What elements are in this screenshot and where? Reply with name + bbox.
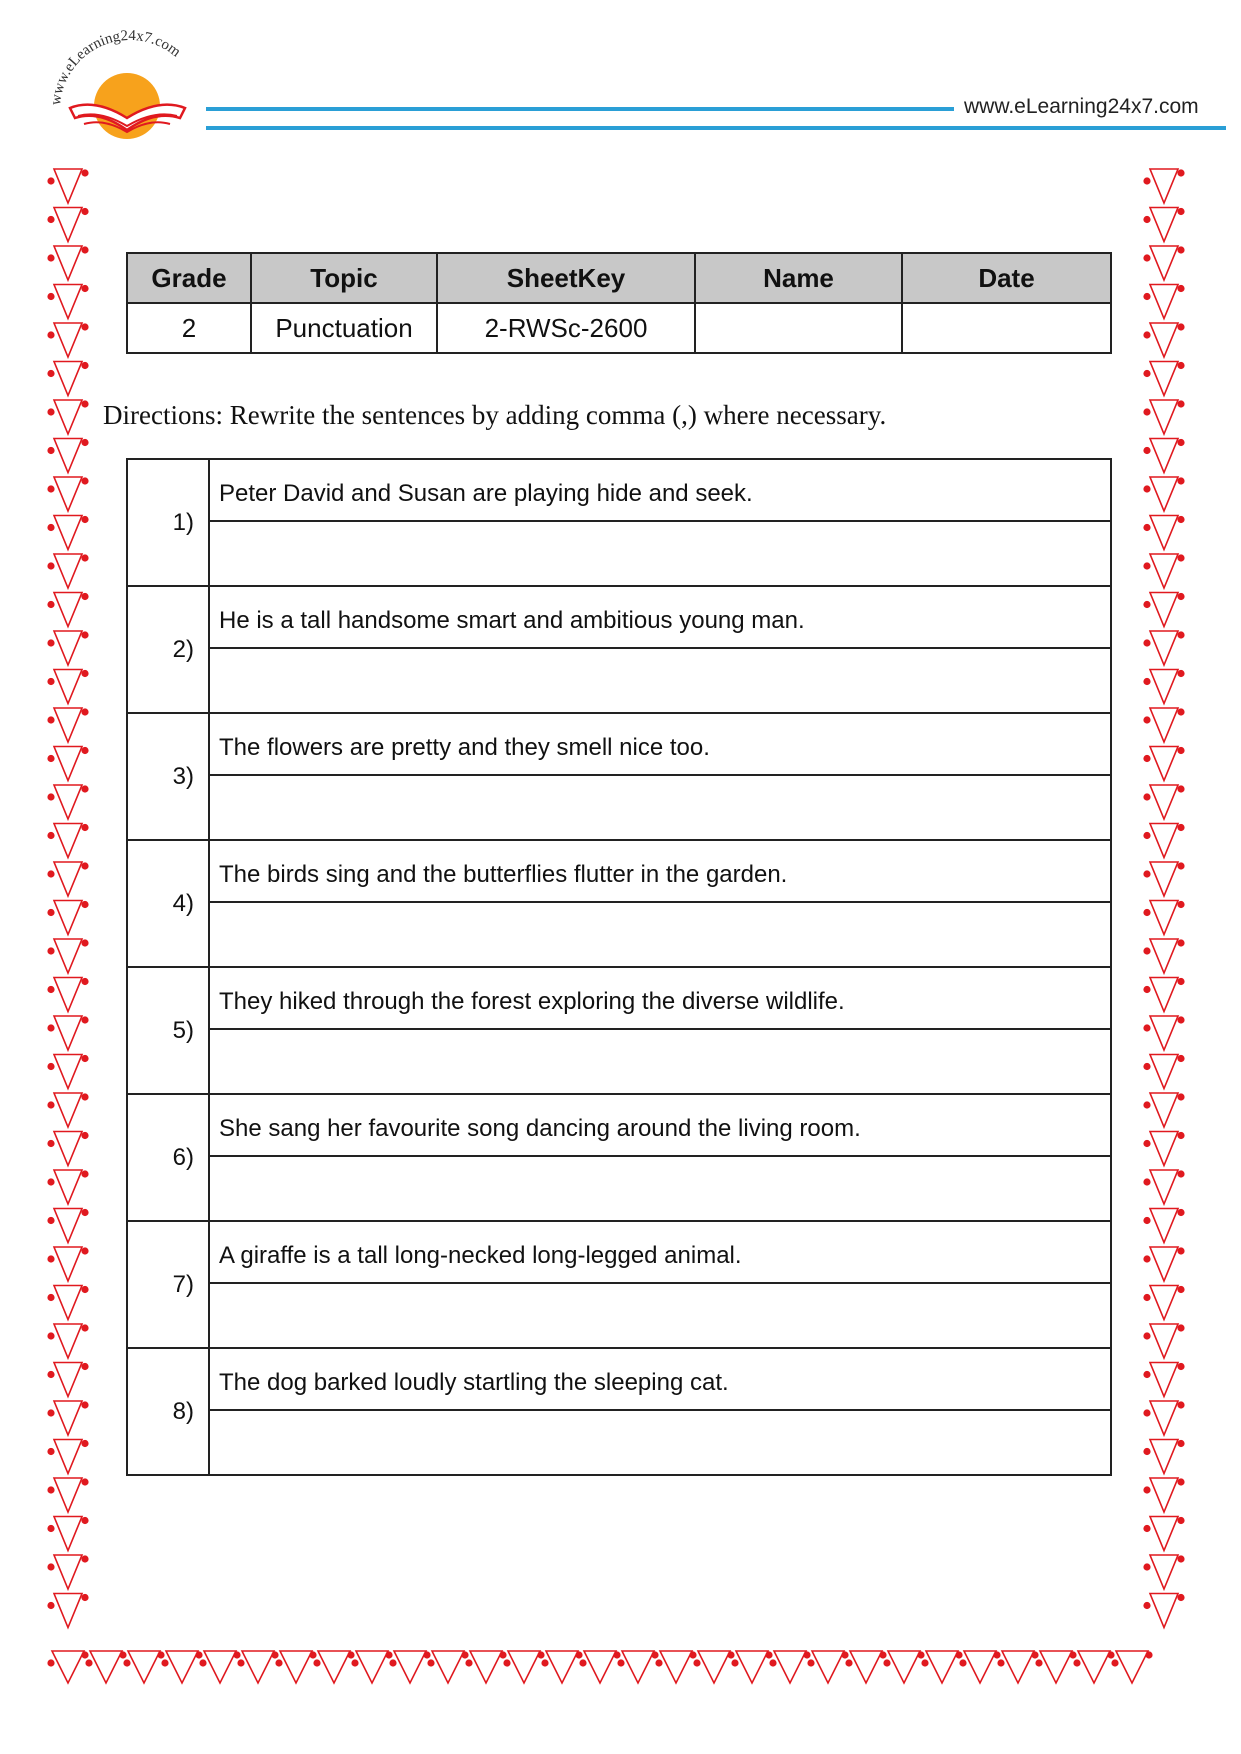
border-triangle-icon: [1143, 1555, 1184, 1589]
answer-field[interactable]: [209, 1029, 1111, 1094]
border-triangle-icon: [769, 1651, 810, 1683]
border-triangle-icon: [47, 1016, 88, 1050]
border-triangle-icon: [47, 1170, 88, 1204]
border-triangle-icon: [1143, 1247, 1184, 1281]
border-triangle-icon: [1143, 670, 1184, 704]
border-triangle-icon: [845, 1651, 886, 1683]
border-triangle-icon: [1143, 785, 1184, 819]
border-triangle-icon: [1143, 516, 1184, 550]
answer-field[interactable]: [209, 1156, 1111, 1221]
border-triangle-icon: [1143, 1093, 1184, 1127]
grade-value: 2: [127, 303, 251, 353]
border-triangle-icon: [47, 1093, 88, 1127]
name-field[interactable]: [695, 303, 902, 353]
border-triangle-icon: [921, 1651, 962, 1683]
header-rule-top: [206, 107, 954, 111]
questions-table: [126, 458, 1112, 1476]
border-triangle-icon: [47, 1286, 88, 1320]
border-triangle-icon: [1143, 939, 1184, 973]
border-triangle-icon: [883, 1651, 924, 1683]
name-header: Name: [695, 253, 902, 303]
border-triangle-icon: [47, 1555, 88, 1589]
header-rule-bottom: [206, 126, 1226, 130]
directions-text: Directions: Rewrite the sentences by adding comma (,) where necessary.: [103, 400, 887, 430]
border-triangle-icon: [275, 1651, 316, 1683]
border-triangle-icon: [1143, 1594, 1184, 1628]
border-triangle-icon: [47, 939, 88, 973]
question-row: [127, 459, 1111, 521]
border-triangle-icon: [1143, 1517, 1184, 1551]
question-number: 5): [127, 967, 209, 1094]
topic-header: Topic: [251, 253, 437, 303]
question-number: 6): [127, 1094, 209, 1221]
border-triangle-icon: [47, 747, 88, 781]
border-triangle-icon: [47, 208, 88, 242]
question-row: [127, 1094, 1111, 1156]
topic-value: Punctuation: [251, 303, 437, 353]
border-triangle-icon: [47, 362, 88, 396]
border-triangle-icon: [47, 477, 88, 511]
border-triangle-icon: [1143, 901, 1184, 935]
border-triangle-icon: [47, 708, 88, 742]
border-triangle-icon: [47, 1324, 88, 1358]
site-url: www.eLearning24x7.com: [964, 95, 1199, 118]
question-sentence: Peter David and Susan are playing hide and seek.: [209, 459, 1111, 521]
border-triangle-icon: [47, 439, 88, 473]
border-triangle-icon: [47, 785, 88, 819]
worksheet-info-table: [126, 252, 1112, 354]
question-sentence: They hiked through the forest exploring the diverse wildlife.: [209, 967, 1111, 1029]
border-triangle-icon: [1143, 169, 1184, 203]
border-triangle-icon: [389, 1651, 430, 1683]
border-triangle-icon: [1143, 631, 1184, 665]
border-triangle-icon: [1143, 1324, 1184, 1358]
border-triangle-icon: [47, 1132, 88, 1166]
border-triangle-icon: [579, 1651, 620, 1683]
border-triangle-icon: [1073, 1651, 1114, 1683]
answer-row: [127, 902, 1111, 967]
border-triangle-icon: [1143, 1286, 1184, 1320]
border-triangle-icon: [1143, 1478, 1184, 1512]
answer-row: [127, 1029, 1111, 1094]
answer-row: [127, 521, 1111, 586]
border-triangle-icon: [1035, 1651, 1076, 1683]
border-triangle-icon: [47, 1440, 88, 1474]
border-triangle-icon: [237, 1651, 278, 1683]
border-triangle-icon: [807, 1651, 848, 1683]
border-triangle-icon: [1143, 362, 1184, 396]
border-triangle-icon: [47, 978, 88, 1012]
question-sentence: A giraffe is a tall long-necked long-legged animal.: [209, 1221, 1111, 1283]
border-triangle-icon: [47, 323, 88, 357]
question-number: 4): [127, 840, 209, 967]
border-triangle-icon: [1111, 1651, 1152, 1683]
border-triangle-icon: [199, 1651, 240, 1683]
border-triangle-icon: [1143, 246, 1184, 280]
question-number: 2): [127, 586, 209, 713]
border-triangle-icon: [123, 1651, 164, 1683]
border-triangle-icon: [47, 1247, 88, 1281]
info-header-row: [127, 253, 1111, 303]
answer-field[interactable]: [209, 1410, 1111, 1475]
border-triangle-icon: [1143, 208, 1184, 242]
border-triangle-icon: [1143, 323, 1184, 357]
question-row: [127, 586, 1111, 648]
border-triangle-icon: [1143, 1055, 1184, 1089]
border-triangle-icon: [1143, 708, 1184, 742]
border-triangle-icon: [1143, 1016, 1184, 1050]
question-sentence: The birds sing and the butterflies flutter in the garden.: [209, 840, 1111, 902]
border-triangle-icon: [47, 901, 88, 935]
border-triangle-icon: [1143, 285, 1184, 319]
border-triangle-icon: [47, 862, 88, 896]
border-triangle-icon: [1143, 1363, 1184, 1397]
question-number: 3): [127, 713, 209, 840]
border-triangle-icon: [47, 1594, 88, 1628]
border-triangle-icon: [997, 1651, 1038, 1683]
info-value-row: [127, 303, 1111, 353]
border-triangle-icon: [47, 824, 88, 858]
border-triangle-icon: [541, 1651, 582, 1683]
question-number: 7): [127, 1221, 209, 1348]
border-triangle-icon: [1143, 1132, 1184, 1166]
border-triangle-icon: [959, 1651, 1000, 1683]
elearning-logo: [40, 18, 220, 148]
border-triangle-icon: [655, 1651, 696, 1683]
question-sentence: The flowers are pretty and they smell nice too.: [209, 713, 1111, 775]
border-triangle-icon: [1143, 1170, 1184, 1204]
grade-header: Grade: [127, 253, 251, 303]
border-triangle-icon: [1143, 1401, 1184, 1435]
answer-row: [127, 1283, 1111, 1348]
border-triangle-icon: [47, 285, 88, 319]
question-number: 8): [127, 1348, 209, 1475]
border-triangle-icon: [1143, 439, 1184, 473]
border-triangle-icon: [503, 1651, 544, 1683]
border-triangle-icon: [47, 1209, 88, 1243]
border-triangle-icon: [47, 631, 88, 665]
border-triangle-icon: [465, 1651, 506, 1683]
border-triangle-icon: [47, 1651, 88, 1683]
question-sentence: She sang her favourite song dancing around the living room.: [209, 1094, 1111, 1156]
answer-field[interactable]: [209, 902, 1111, 967]
border-triangle-icon: [47, 670, 88, 704]
border-triangle-icon: [47, 169, 88, 203]
answer-field[interactable]: [209, 1283, 1111, 1348]
answer-field[interactable]: [209, 521, 1111, 586]
answer-row: [127, 1156, 1111, 1221]
answer-field[interactable]: [209, 648, 1111, 713]
question-row: [127, 967, 1111, 1029]
border-triangle-icon: [47, 1055, 88, 1089]
border-triangle-icon: [693, 1651, 734, 1683]
border-triangle-icon: [1143, 824, 1184, 858]
border-triangle-icon: [1143, 978, 1184, 1012]
border-triangle-icon: [427, 1651, 468, 1683]
border-triangle-icon: [47, 593, 88, 627]
question-number: 1): [127, 459, 209, 586]
border-triangle-icon: [47, 1363, 88, 1397]
date-field[interactable]: [902, 303, 1111, 353]
border-triangle-icon: [313, 1651, 354, 1683]
border-triangle-icon: [47, 516, 88, 550]
border-triangle-icon: [47, 1478, 88, 1512]
border-triangle-icon: [161, 1651, 202, 1683]
border-triangle-icon: [1143, 593, 1184, 627]
question-row: [127, 1221, 1111, 1283]
border-triangle-icon: [85, 1651, 126, 1683]
border-triangle-icon: [617, 1651, 658, 1683]
border-triangle-icon: [1143, 554, 1184, 588]
border-triangle-icon: [1143, 477, 1184, 511]
sheetkey-value: 2-RWSc-2600: [437, 303, 695, 353]
logo-text: www.eLearning24x7.com: [48, 27, 184, 107]
border-triangle-icon: [1143, 1209, 1184, 1243]
answer-field[interactable]: [209, 775, 1111, 840]
border-triangle-icon: [1143, 400, 1184, 434]
sheetkey-header: SheetKey: [437, 253, 695, 303]
border-triangle-icon: [47, 1401, 88, 1435]
question-row: [127, 840, 1111, 902]
border-triangle-icon: [1143, 747, 1184, 781]
date-header: Date: [902, 253, 1111, 303]
answer-row: [127, 648, 1111, 713]
border-triangle-icon: [731, 1651, 772, 1683]
question-sentence: He is a tall handsome smart and ambitious young man.: [209, 586, 1111, 648]
question-row: [127, 713, 1111, 775]
border-triangle-icon: [47, 554, 88, 588]
border-triangle-icon: [1143, 862, 1184, 896]
border-triangle-icon: [47, 1517, 88, 1551]
question-row: [127, 1348, 1111, 1410]
answer-row: [127, 1410, 1111, 1475]
answer-row: [127, 775, 1111, 840]
border-triangle-icon: [351, 1651, 392, 1683]
border-triangle-icon: [1143, 1440, 1184, 1474]
border-triangle-icon: [47, 400, 88, 434]
border-triangle-icon: [47, 246, 88, 280]
question-sentence: The dog barked loudly startling the sleeping cat.: [209, 1348, 1111, 1410]
